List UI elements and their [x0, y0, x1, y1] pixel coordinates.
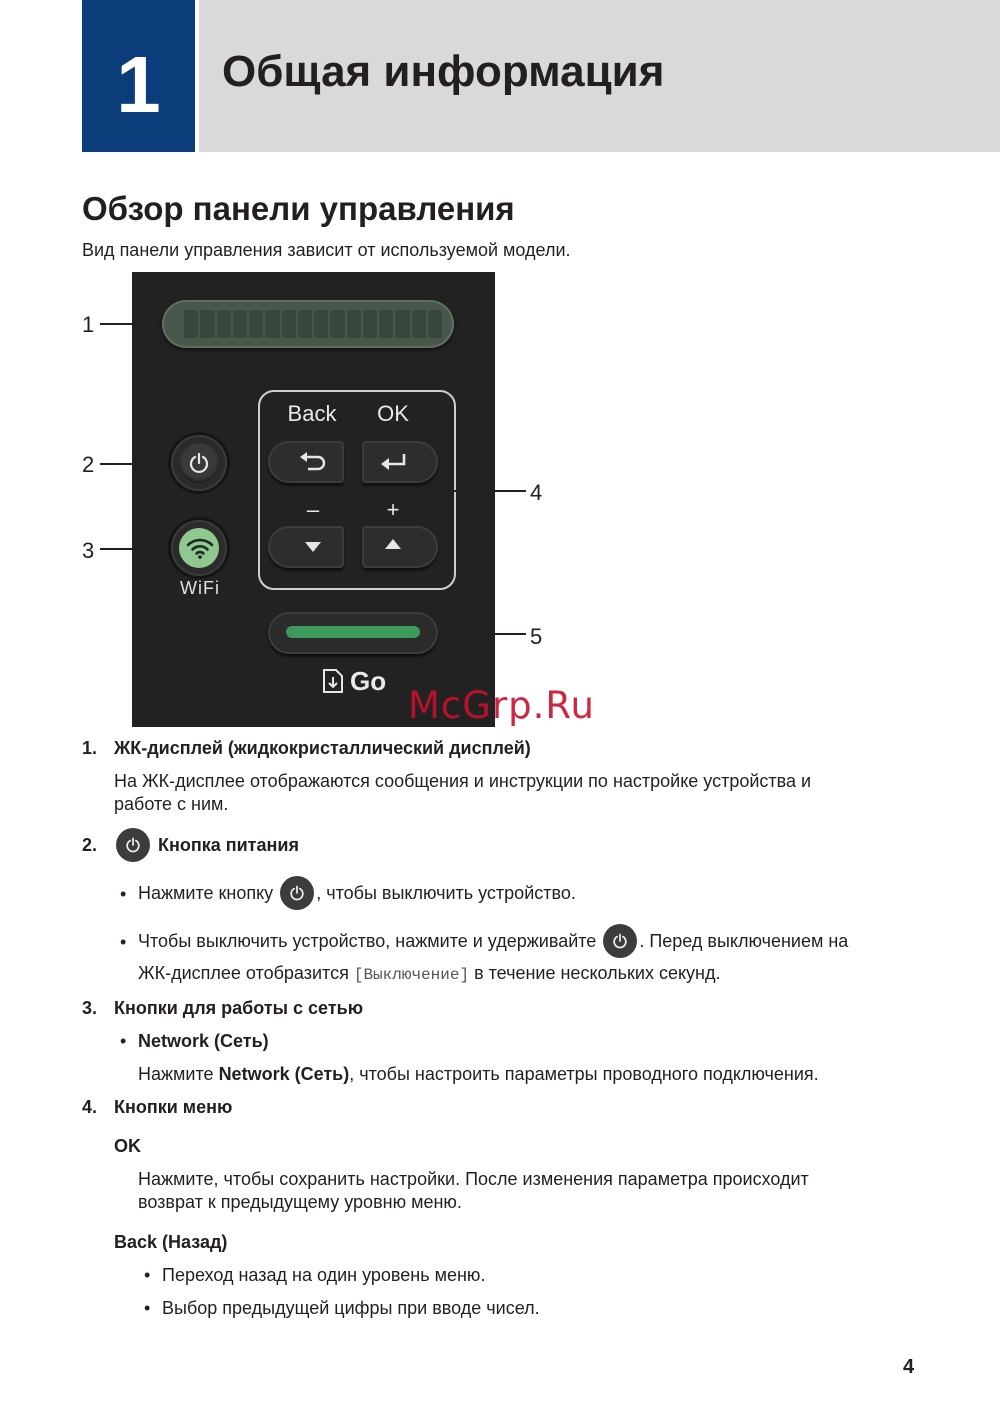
item-2-b1-post: , чтобы выключить устройство. — [316, 883, 576, 903]
item-2-heading — [114, 828, 299, 862]
bullet: • — [144, 1298, 151, 1318]
page-number: 4 — [903, 1356, 915, 1378]
up-triangle-icon — [384, 538, 402, 550]
item-1-number: 1. — [82, 738, 98, 758]
wifi-label: WiFi — [180, 578, 220, 598]
power-icon — [603, 924, 637, 958]
item-2-bullet-2-line2 — [138, 961, 720, 987]
item-1-desc-line2: работе с ним. — [114, 794, 229, 814]
callout-5-line — [442, 633, 526, 635]
item-1-desc-line1: На ЖК-дисплее отображаются сообщения и инструкции по настройке устройства и — [114, 771, 812, 791]
back-arrow-icon — [298, 452, 328, 472]
document-download-icon — [322, 668, 344, 694]
back-subtitle: Back (Назад) — [114, 1232, 228, 1252]
minus-label: – — [306, 497, 320, 522]
callout-2-line — [100, 463, 168, 465]
callout-2: 2 — [82, 452, 95, 477]
item-2-b2-line2-post: в течение нескольких секунд. — [474, 963, 721, 983]
item-2-number: 2. — [82, 835, 98, 855]
lcd-segments — [184, 310, 442, 338]
item-2-b2-post: . Перед выключением на — [639, 931, 849, 951]
item-2-title: Кнопка питания — [158, 835, 299, 855]
item-2-bullet-2 — [138, 924, 848, 958]
lcd-message: [Выключение] — [353, 966, 470, 984]
ok-desc-line2: возврат к предыдущему уровню меню. — [138, 1192, 462, 1212]
intro-text: Вид панели управления зависит от используемой модели. — [82, 240, 571, 260]
callout-3-line — [100, 548, 168, 550]
bullet: • — [120, 1031, 127, 1051]
plus-label: + — [386, 497, 400, 522]
item-4-number: 4. — [82, 1097, 98, 1117]
go-key-light — [286, 626, 420, 638]
callout-1: 1 — [82, 312, 95, 337]
bullet: • — [120, 884, 127, 904]
item-3-desc-bold: Network (Сеть) — [218, 1064, 350, 1084]
item-3-title: Кнопки для работы с сетью — [114, 998, 364, 1018]
ok-label: OK — [377, 401, 409, 426]
item-2-b2-line2-pre: ЖК-дисплее отобразится — [138, 963, 349, 983]
down-triangle-icon — [304, 541, 322, 553]
power-icon — [188, 452, 210, 474]
item-3-subtitle: Network (Сеть) — [138, 1031, 269, 1051]
item-3-desc — [138, 1062, 819, 1086]
item-1-title: ЖК-дисплей (жидкокристаллический дисплей) — [114, 738, 531, 758]
item-3-desc-pre: Нажмите — [138, 1064, 214, 1084]
back-label: Back — [287, 401, 337, 426]
item-4-title: Кнопки меню — [114, 1097, 233, 1117]
chapter-number: 1 — [116, 40, 161, 129]
chapter-title: Общая информация — [222, 47, 665, 96]
callout-4-line — [454, 490, 526, 492]
watermark: McGrp.Ru — [408, 684, 595, 727]
back-bullet-1: Переход назад на один уровень меню. — [162, 1265, 486, 1285]
section-title: Обзор панели управления — [82, 190, 515, 227]
power-icon — [280, 876, 314, 910]
ok-subtitle: OK — [114, 1136, 141, 1156]
power-icon — [116, 828, 150, 862]
item-2-b2-pre: Чтобы выключить устройство, нажмите и удерживайте — [138, 931, 597, 951]
callout-3: 3 — [82, 538, 95, 563]
enter-arrow-icon — [378, 452, 408, 472]
ok-desc-line1: Нажмите, чтобы сохранить настройки. После изменения параметра происходит — [138, 1169, 809, 1189]
item-3-desc-post: , чтобы настроить параметры проводного подключения. — [349, 1064, 819, 1084]
go-label: Go — [350, 666, 387, 696]
item-3-number: 3. — [82, 998, 98, 1018]
callout-4: 4 — [530, 480, 543, 505]
bullet: • — [144, 1265, 151, 1285]
callout-5: 5 — [530, 624, 543, 649]
callout-1-line — [100, 323, 150, 325]
bullet: • — [120, 932, 127, 952]
item-2-bullet-1 — [138, 876, 576, 910]
wifi-icon — [186, 537, 214, 559]
item-2-b1-pre: Нажмите кнопку — [138, 883, 274, 903]
back-bullet-2: Выбор предыдущей цифры при вводе чисел. — [162, 1298, 540, 1318]
